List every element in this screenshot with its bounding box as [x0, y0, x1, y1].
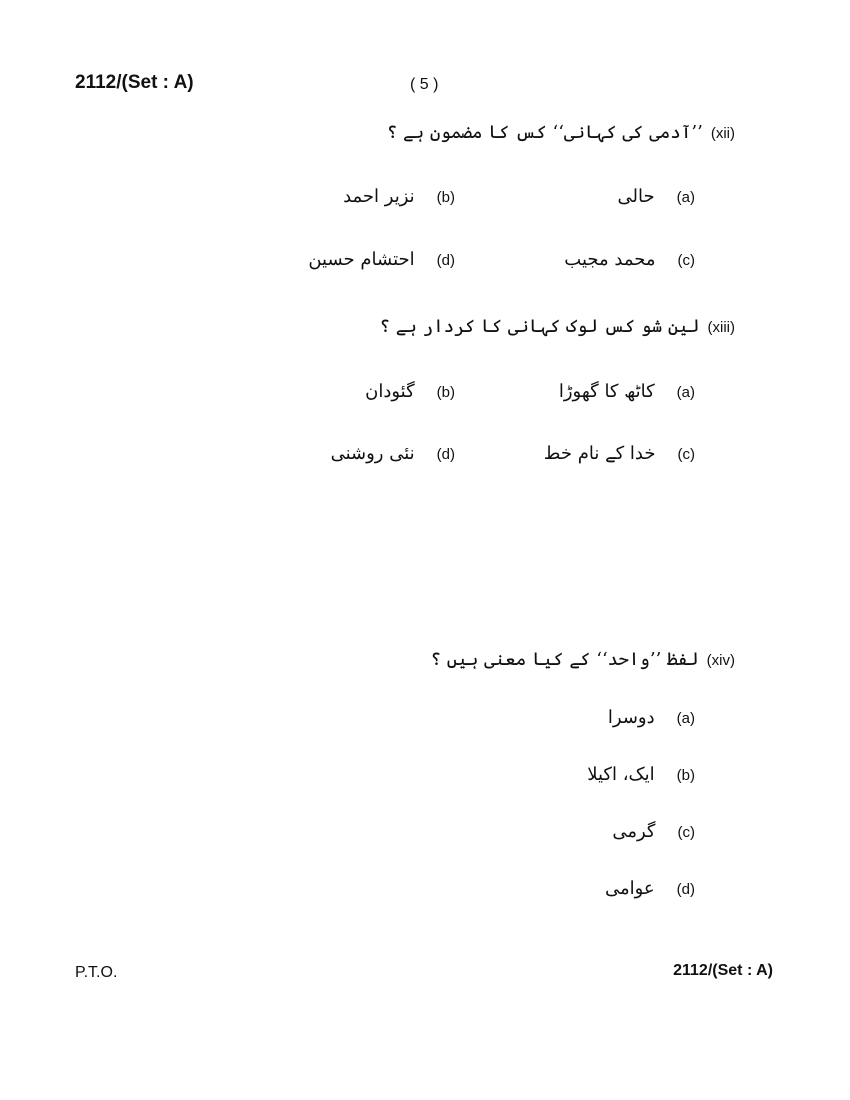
option-text: گرمی: [612, 821, 656, 842]
option-text: محمد مجیب: [564, 249, 656, 270]
option-text: دوسرا: [607, 707, 655, 728]
option-label: (b): [676, 767, 695, 784]
option-label: (d): [436, 252, 455, 269]
question-number: (xiii): [707, 319, 735, 336]
option-xii-a: [618, 186, 695, 207]
option-label: (b): [436, 189, 455, 206]
option-label: (d): [436, 446, 455, 463]
question-xiv: [431, 649, 735, 670]
option-text: کاٹھ کا گھوڑا: [558, 381, 655, 402]
option-xiii-c: [544, 443, 695, 464]
option-label: (c): [677, 252, 695, 269]
option-text: نزیر احمد: [343, 186, 415, 207]
option-label: (d): [676, 881, 695, 898]
option-xiii-d: [331, 443, 455, 464]
question-text: لفظ ’’واحد‘‘ کے کیا معنی ہیں ؟: [430, 649, 699, 670]
option-label: (b): [436, 384, 455, 401]
option-text: احتشام حسین: [308, 249, 415, 270]
option-text: نئی روشنی: [330, 443, 415, 464]
option-xiv-c: [612, 821, 695, 842]
option-label: (a): [676, 384, 695, 401]
question-number: (xiv): [706, 652, 735, 669]
option-label: (a): [676, 189, 695, 206]
option-label: (a): [676, 710, 695, 727]
question-xiii: [380, 316, 736, 337]
option-xiii-a: [559, 381, 695, 402]
option-text: گئودان: [365, 381, 415, 402]
option-xii-b: [343, 186, 455, 207]
question-xii: [387, 122, 735, 143]
option-xiv-a: [608, 707, 695, 728]
option-xiii-b: [365, 381, 455, 402]
question-text: ’’آدمی کی کہانی‘‘ کس کا مضمون ہے ؟: [386, 122, 703, 143]
option-xii-d: [308, 249, 455, 270]
option-label: (c): [677, 446, 695, 463]
option-text: ایک، اکیلا: [587, 764, 655, 785]
option-xiv-b: [587, 764, 695, 785]
option-xiv-d: [605, 878, 695, 899]
page-number: ( 5 ): [410, 76, 439, 93]
question-text: لین شو کس لوک کہانی کا کردار ہے ؟: [379, 316, 700, 337]
option-xii-c: [564, 249, 695, 270]
pto-label: P.T.O.: [75, 964, 118, 981]
paper-code-footer: 2112/(Set : A): [673, 962, 773, 979]
option-label: (c): [677, 824, 695, 841]
option-text: عوامی: [604, 878, 655, 899]
option-text: خدا کے نام خط: [543, 443, 656, 464]
option-text: حالی: [617, 186, 655, 207]
question-number: (xii): [710, 125, 735, 142]
paper-code-header: 2112/(Set : A): [75, 72, 194, 93]
